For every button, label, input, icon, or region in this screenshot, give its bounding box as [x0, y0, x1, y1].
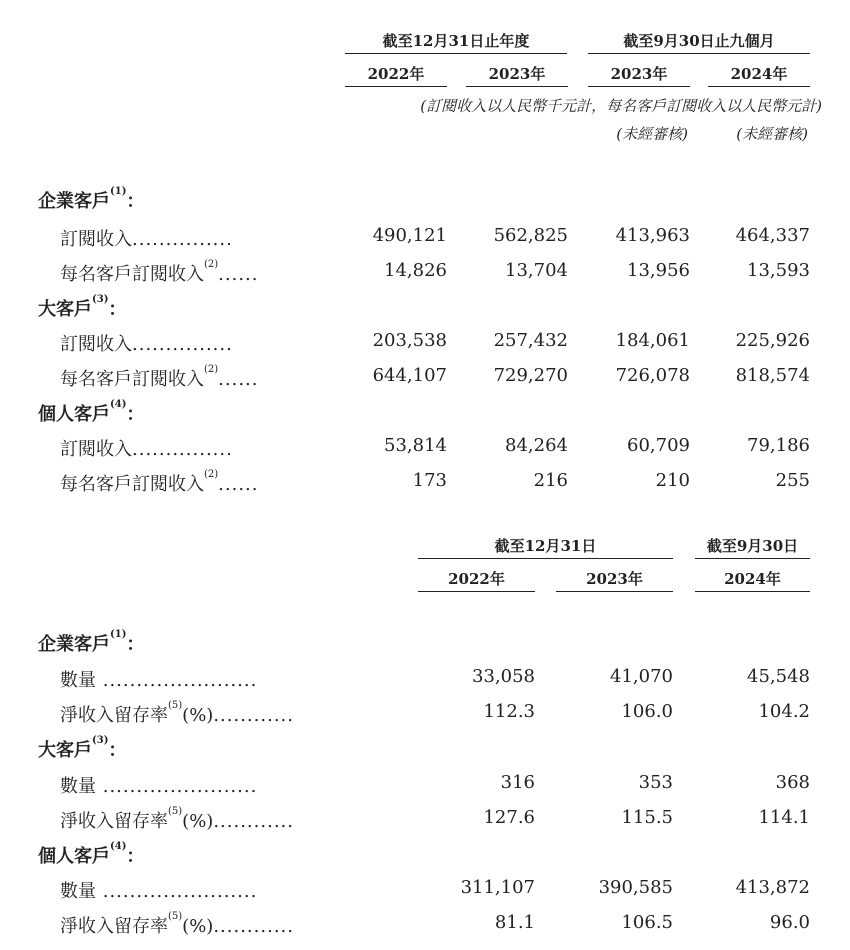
- table-cell: 106.0: [621, 701, 673, 722]
- table-cell: 45,548: [747, 666, 810, 687]
- table-cell: 14,826: [384, 260, 447, 281]
- row-label-revenue-per-customer: 每名客戶訂閱收入$^{(2)}$......: [60, 469, 259, 495]
- section-title-enterprise: 企業客戶$^{(1)}$：: [38, 186, 145, 212]
- table-cell: 210: [655, 470, 690, 491]
- table1-year-rule: [345, 86, 447, 87]
- table-cell: 104.2: [758, 701, 810, 722]
- table-cell: 127.6: [483, 807, 535, 828]
- table-cell: 490,121: [372, 225, 447, 246]
- table1-year-header: 2024年: [730, 65, 788, 83]
- section-title-enterprise: 企業客戶$^{(1)}$：: [38, 629, 145, 655]
- row-label-subscription-revenue: 訂閱收入...............: [60, 439, 233, 460]
- table-cell: 115.5: [621, 807, 673, 828]
- table-cell: 173: [412, 470, 447, 491]
- table2-year-header: 2022年: [448, 570, 505, 588]
- table-cell: 316: [500, 772, 535, 793]
- table-cell: 41,070: [610, 666, 673, 687]
- table-cell: 81.1: [494, 912, 535, 933]
- table-cell: 818,574: [735, 365, 810, 386]
- table1-group-rule-fy: [345, 53, 567, 54]
- row-label-customer-count: 數量 .......................: [60, 670, 258, 691]
- table-cell: 644,107: [372, 365, 447, 386]
- section-title-key-accounts: 大客戶$^{(3)}$：: [38, 735, 127, 761]
- table2-group-rule-sep: [695, 558, 810, 559]
- table1-year-rule: [466, 86, 568, 87]
- table1-group-header-9m: 截至9月30日止九個月: [623, 32, 775, 50]
- table-cell: 114.1: [758, 807, 810, 828]
- table-cell: 184,061: [615, 330, 690, 351]
- unaudited-note: (未經審核): [736, 125, 808, 143]
- row-label-subscription-revenue: 訂閱收入...............: [60, 229, 233, 250]
- row-label-net-retention: 淨收入留存率$^{(5)}$(%)............: [60, 911, 294, 937]
- table1-year-rule: [708, 86, 810, 87]
- table1-unit-note: (訂閱收入以人民幣千元計，每名客戶訂閱收入以人民幣元計): [420, 97, 822, 115]
- table-cell: 255: [775, 470, 810, 491]
- table-cell: 112.3: [483, 701, 535, 722]
- table2-year-header: 2023年: [586, 570, 643, 588]
- table-cell: 84,264: [505, 435, 568, 456]
- table-cell: 216: [533, 470, 568, 491]
- section-title-individual: 個人客戶$^{(4)}$：: [38, 399, 145, 425]
- unaudited-note: (未經審核): [616, 125, 688, 143]
- table1-year-header: 2023年: [610, 65, 668, 83]
- row-label-net-retention: 淨收入留存率$^{(5)}$(%)............: [60, 806, 294, 832]
- table-cell: 729,270: [493, 365, 568, 386]
- table-cell: 53,814: [384, 435, 447, 456]
- table-cell: 96.0: [769, 912, 810, 933]
- table1-group-rule-9m: [588, 53, 810, 54]
- table1-year-header: 2022年: [367, 65, 425, 83]
- section-title-key-accounts: 大客戶$^{(3)}$：: [38, 294, 127, 320]
- row-label-revenue-per-customer: 每名客戶訂閱收入$^{(2)}$......: [60, 259, 259, 285]
- table-cell: 311,107: [460, 877, 535, 898]
- table2-year-header: 2024年: [724, 570, 781, 588]
- table-cell: 413,872: [735, 877, 810, 898]
- table-cell: 562,825: [493, 225, 568, 246]
- table2-group-header-dec: 截至12月31日: [494, 537, 597, 555]
- row-label-subscription-revenue: 訂閱收入...............: [60, 334, 233, 355]
- table1-year-rule: [588, 86, 690, 87]
- table-cell: 413,963: [615, 225, 690, 246]
- table1-group-header-fy: 截至12月31日止年度: [382, 32, 530, 50]
- table-cell: 225,926: [735, 330, 810, 351]
- row-label-revenue-per-customer: 每名客戶訂閱收入$^{(2)}$......: [60, 364, 259, 390]
- section-title-individual: 個人客戶$^{(4)}$：: [38, 841, 145, 867]
- table-cell: 79,186: [747, 435, 810, 456]
- row-label-customer-count: 數量 .......................: [60, 881, 258, 902]
- table-cell: 368: [775, 772, 810, 793]
- table2-group-rule-dec: [418, 558, 673, 559]
- table-cell: 203,538: [372, 330, 447, 351]
- table-cell: 13,956: [627, 260, 690, 281]
- table1-year-header: 2023年: [488, 65, 546, 83]
- table-cell: 726,078: [615, 365, 690, 386]
- table-cell: 13,704: [505, 260, 568, 281]
- table-cell: 353: [638, 772, 673, 793]
- table-cell: 33,058: [472, 666, 535, 687]
- table2-group-header-sep: 截至9月30日: [706, 537, 799, 555]
- table-cell: 464,337: [735, 225, 810, 246]
- table-cell: 257,432: [493, 330, 568, 351]
- table-cell: 13,593: [747, 260, 810, 281]
- row-label-customer-count: 數量 .......................: [60, 776, 258, 797]
- table2-year-rule: [418, 591, 535, 592]
- table-cell: 60,709: [627, 435, 690, 456]
- row-label-net-retention: 淨收入留存率$^{(5)}$(%)............: [60, 700, 294, 726]
- table2-year-rule: [556, 591, 673, 592]
- table-cell: 390,585: [598, 877, 673, 898]
- table-cell: 106.5: [621, 912, 673, 933]
- table2-year-rule: [695, 591, 810, 592]
